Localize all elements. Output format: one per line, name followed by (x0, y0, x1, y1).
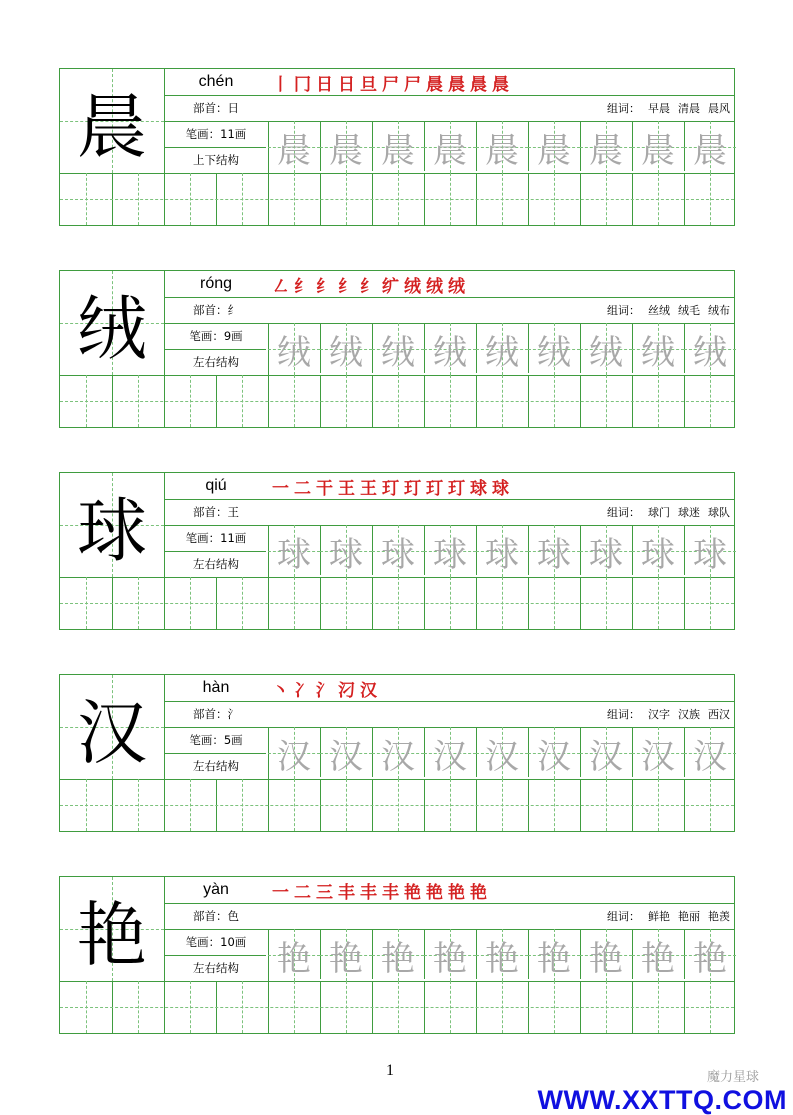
words-label: 组词： (607, 304, 640, 317)
main-character: 晨 (77, 85, 147, 168)
stroke-step: 球 (470, 478, 487, 499)
guide-line (60, 199, 734, 200)
words-label: 组词： (607, 708, 640, 721)
structure-label: 上下结构 (193, 153, 239, 167)
example-word: 绒毛 (678, 304, 700, 317)
watermark (538, 1066, 787, 1115)
example-word: 绒布 (708, 304, 730, 317)
stroke-step: 玎 (382, 478, 399, 499)
example-word: 球迷 (678, 506, 700, 519)
trace-char: 绒 (329, 332, 363, 373)
structure-label: 左右结构 (193, 961, 239, 975)
trace-char: 汉 (329, 736, 363, 777)
trace-char: 晨 (277, 130, 311, 171)
stroke-step: 丰 (338, 882, 355, 903)
stroke-step: 纟 (338, 276, 355, 297)
guide-line (60, 1007, 734, 1008)
radical-label: 部首：氵 (193, 707, 239, 721)
example-word: 丝绒 (648, 304, 670, 317)
guide-line (60, 805, 734, 806)
stroke-count-label: 笔画：10画 (185, 935, 247, 949)
radical-label: 部首：色 (193, 909, 239, 923)
stroke-step: 玎 (404, 478, 421, 499)
stroke-order (268, 877, 736, 903)
trace-char: 艳 (485, 938, 519, 979)
stroke-step: 日 (316, 74, 333, 95)
structure-label: 左右结构 (193, 355, 239, 369)
trace-char: 球 (693, 534, 727, 575)
words-label: 组词： (607, 506, 640, 519)
stroke-step: 纟 (316, 276, 333, 297)
stroke-count-label: 笔画：9画 (189, 329, 243, 343)
character-card (59, 674, 735, 832)
stroke-step: 晨 (470, 74, 487, 95)
stroke-step: 丶 (272, 680, 289, 701)
trace-char: 绒 (433, 332, 467, 373)
main-character: 艳 (77, 893, 147, 976)
word-examples (268, 499, 736, 525)
stroke-step: 晨 (426, 74, 443, 95)
radical-label: 部首：纟 (193, 303, 239, 317)
example-word: 清晨 (678, 102, 700, 115)
trace-char: 汉 (641, 736, 675, 777)
trace-char: 绒 (485, 332, 519, 373)
example-word: 晨风 (708, 102, 730, 115)
trace-char: 艳 (537, 938, 571, 979)
stroke-count-label: 笔画：11画 (185, 531, 247, 545)
stroke-step: 一 (272, 882, 289, 903)
stroke-step: 绒 (404, 276, 421, 297)
stroke-step: 丰 (382, 882, 399, 903)
character-card (59, 68, 735, 226)
stroke-step: 旦 (360, 74, 377, 95)
trace-char: 汉 (433, 736, 467, 777)
trace-char: 晨 (433, 130, 467, 171)
word-examples (268, 701, 736, 727)
stroke-step: 冫 (294, 680, 311, 701)
trace-char: 球 (381, 534, 415, 575)
word-examples (268, 297, 736, 323)
character-card (59, 472, 735, 630)
trace-char: 汉 (277, 736, 311, 777)
stroke-step: 纩 (382, 276, 399, 297)
character-card (59, 270, 735, 428)
pinyin: yàn (203, 881, 229, 898)
trace-char: 晨 (589, 130, 623, 171)
trace-char: 绒 (589, 332, 623, 373)
trace-char: 绒 (381, 332, 415, 373)
stroke-step: 尸 (404, 74, 421, 95)
stroke-step: 艳 (448, 882, 465, 903)
stroke-step: 艳 (426, 882, 443, 903)
trace-char: 汉 (537, 736, 571, 777)
trace-char: 晨 (485, 130, 519, 171)
example-word: 球队 (708, 506, 730, 519)
stroke-step: 冂 (294, 74, 311, 95)
guide-line (60, 603, 734, 604)
trace-char: 汉 (485, 736, 519, 777)
stroke-step: 二 (294, 882, 311, 903)
radical-label: 部首：王 (193, 505, 239, 519)
page-number: 1 (386, 1062, 394, 1079)
stroke-order (268, 675, 736, 701)
stroke-step: 干 (316, 478, 333, 499)
structure-label: 左右结构 (193, 759, 239, 773)
trace-char: 球 (641, 534, 675, 575)
stroke-step: 汉 (360, 680, 377, 701)
pinyin: chén (198, 73, 234, 90)
stroke-step: 纟 (294, 276, 311, 297)
example-word: 鲜艳 (648, 910, 670, 923)
stroke-step: 丨 (272, 74, 289, 95)
example-word: 球门 (648, 506, 670, 519)
main-character: 球 (77, 489, 147, 572)
structure-label: 左右结构 (193, 557, 239, 571)
stroke-count-label: 笔画：5画 (189, 733, 243, 747)
example-word: 早晨 (648, 102, 670, 115)
example-word: 汉字 (648, 708, 670, 721)
character-card (59, 876, 735, 1034)
trace-char: 晨 (641, 130, 675, 171)
trace-char: 汉 (381, 736, 415, 777)
trace-char: 艳 (589, 938, 623, 979)
trace-char: 绒 (277, 332, 311, 373)
example-word: 汉族 (678, 708, 700, 721)
example-word: 西汉 (708, 708, 730, 721)
example-word: 艳丽 (678, 910, 700, 923)
stroke-step: 绒 (448, 276, 465, 297)
trace-char: 艳 (329, 938, 363, 979)
stroke-step: 三 (316, 882, 333, 903)
trace-char: 晨 (693, 130, 727, 171)
example-word: 艳羡 (708, 910, 730, 923)
stroke-step: 绒 (426, 276, 443, 297)
pinyin: qiú (205, 477, 227, 494)
word-examples (268, 903, 736, 929)
stroke-step: 晨 (492, 74, 509, 95)
stroke-order (268, 473, 736, 499)
trace-char: 艳 (433, 938, 467, 979)
main-character: 汉 (77, 691, 147, 774)
stroke-step: 氵 (316, 680, 333, 701)
stroke-step: 玎 (448, 478, 465, 499)
trace-char: 艳 (641, 938, 675, 979)
word-examples (268, 95, 736, 121)
stroke-count-label: 笔画：11画 (185, 127, 247, 141)
guide-line (60, 401, 734, 402)
stroke-step: 丰 (360, 882, 377, 903)
stroke-step: 玎 (426, 478, 443, 499)
trace-char: 绒 (641, 332, 675, 373)
trace-char: 汉 (693, 736, 727, 777)
stroke-step: 晨 (448, 74, 465, 95)
trace-char: 球 (537, 534, 571, 575)
stroke-step: 球 (492, 478, 509, 499)
trace-char: 晨 (329, 130, 363, 171)
pinyin: róng (199, 275, 233, 292)
stroke-step: 王 (338, 478, 355, 499)
stroke-step: 艳 (470, 882, 487, 903)
stroke-order (268, 271, 736, 297)
trace-char: 球 (485, 534, 519, 575)
radical-label: 部首：日 (193, 101, 239, 115)
trace-char: 球 (277, 534, 311, 575)
stroke-step: 日 (338, 74, 355, 95)
stroke-step: ㇜ (272, 276, 289, 297)
stroke-step: 汈 (338, 680, 355, 701)
trace-char: 绒 (537, 332, 571, 373)
stroke-step: 纟 (360, 276, 377, 297)
stroke-step: 尸 (382, 74, 399, 95)
main-character: 绒 (77, 287, 147, 370)
trace-char: 晨 (381, 130, 415, 171)
trace-char: 绒 (693, 332, 727, 373)
words-label: 组词： (607, 910, 640, 923)
stroke-order (268, 69, 736, 95)
trace-char: 汉 (589, 736, 623, 777)
pinyin: hàn (202, 679, 230, 696)
watermark-brand: 魔力星球 (706, 1070, 759, 1085)
trace-char: 艳 (693, 938, 727, 979)
stroke-step: 一 (272, 478, 289, 499)
trace-char: 艳 (277, 938, 311, 979)
trace-char: 球 (329, 534, 363, 575)
stroke-step: 二 (294, 478, 311, 499)
words-label: 组词： (607, 102, 640, 115)
watermark-url: WWW.XXTTQ.COM (537, 1085, 787, 1115)
trace-char: 艳 (381, 938, 415, 979)
stroke-step: 王 (360, 478, 377, 499)
trace-char: 球 (433, 534, 467, 575)
trace-char: 球 (589, 534, 623, 575)
stroke-step: 艳 (404, 882, 421, 903)
trace-char: 晨 (537, 130, 571, 171)
